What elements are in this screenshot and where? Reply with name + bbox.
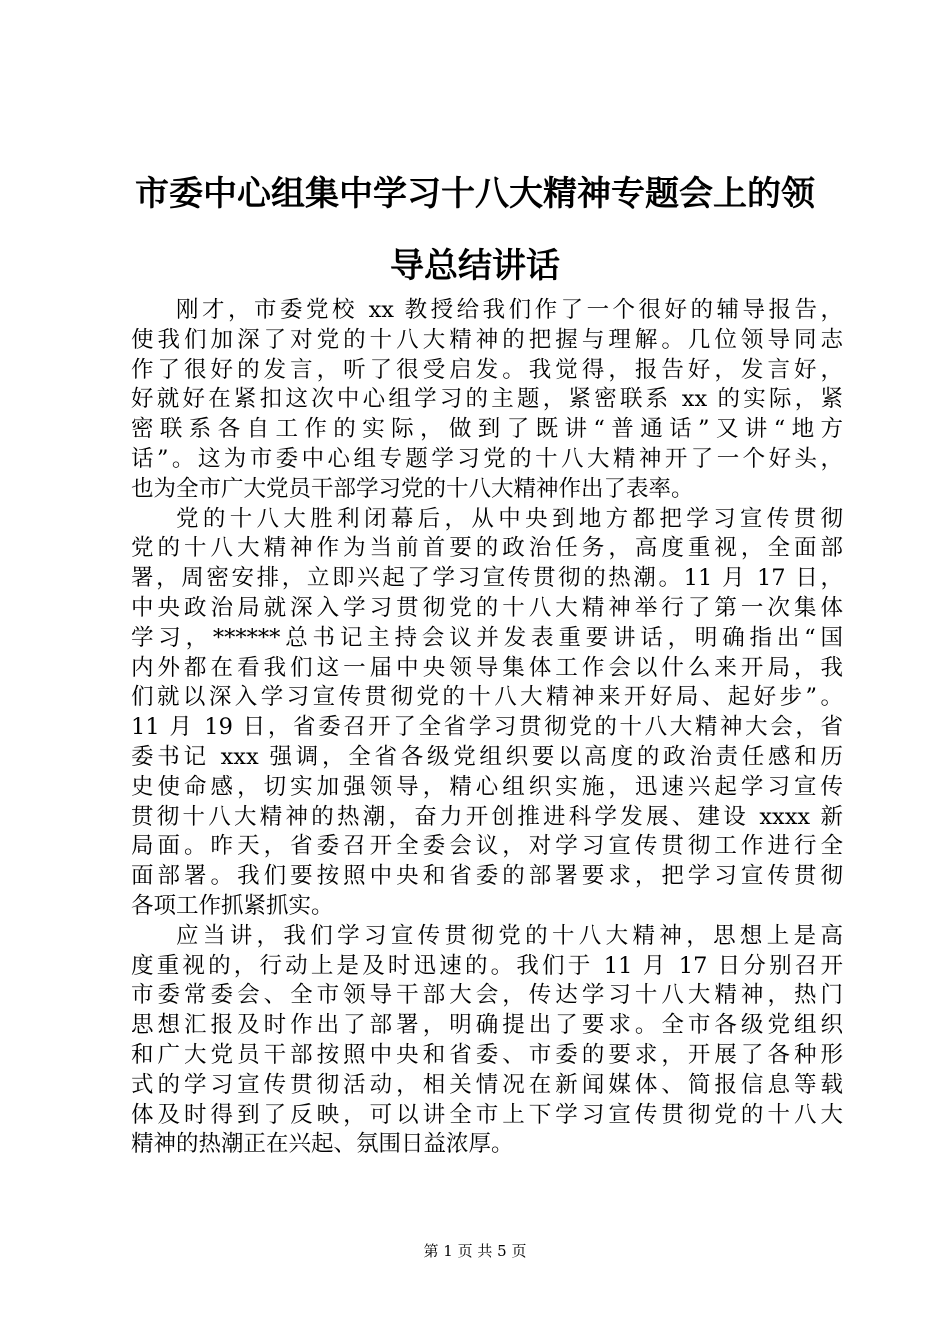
text-line: 市委常委会、全市领导干部大会，传达学习十八大精神，热门 bbox=[131, 982, 843, 1009]
text-line: 体及时得到了反映，可以讲全市上下学习宣传贯彻党的十八大 bbox=[131, 1101, 843, 1128]
paragraph bbox=[131, 505, 843, 922]
paragraph bbox=[131, 296, 843, 505]
text-line: 11 月 19 日，省委召开了全省学习贯彻党的十八大精神大会，省 bbox=[131, 714, 843, 741]
text-line: 面部署。我们要按照中央和省委的部署要求，把学习宣传贯彻 bbox=[131, 863, 843, 890]
text-line: 委书记 xxx 强调，全省各级党组织要以高度的政治责任感和历 bbox=[131, 743, 843, 770]
text-line: 党的十八大胜利闭幕后，从中央到地方都把学习宣传贯彻 bbox=[176, 505, 843, 532]
text-line: 好就好在紧扣这次中心组学习的主题，紧密联系 xx 的实际，紧 bbox=[131, 386, 843, 413]
text-line: 精神的热潮正在兴起、氛围日益浓厚。 bbox=[131, 1131, 514, 1158]
text-line: 署，周密安排，立即兴起了学习宣传贯彻的热潮。11 月 17 日， bbox=[131, 565, 843, 592]
page-footer: 第 1 页 共 5 页 bbox=[423, 1242, 527, 1260]
text-line: 内外都在看我们这一届中央领导集体工作会以什么来开局，我 bbox=[131, 654, 843, 681]
title-line: 导总结讲话 bbox=[390, 246, 560, 286]
text-line: 史使命感，切实加强领导，精心组织实施，迅速兴起学习宣传 bbox=[131, 773, 843, 800]
text-line: 们就以深入学习宣传贯彻党的十八大精神来开好局、起好步”。 bbox=[131, 684, 843, 711]
text-line: 贯彻十八大精神的热潮，奋力开创推进科学发展、建设 xxxx 新 bbox=[131, 803, 843, 830]
paragraph bbox=[131, 922, 843, 1160]
text-line: 思想汇报及时作出了部署，明确提出了要求。全市各级党组织 bbox=[131, 1012, 843, 1039]
text-line: 刚才，市委党校 xx 教授给我们作了一个很好的辅导报告， bbox=[176, 297, 843, 323]
text-line: 使我们加深了对党的十八大精神的把握与理解。几位领导同志 bbox=[131, 326, 843, 353]
text-line: 学习，******总书记主持会议并发表重要讲话，明确指出“国 bbox=[131, 624, 843, 651]
title-line: 市委中心组集中学习十八大精神专题会上的领 bbox=[135, 174, 815, 214]
text-line: 式的学习宣传贯彻活动，相关情况在新闻媒体、简报信息等载 bbox=[131, 1071, 843, 1098]
text-line: 度重视的，行动上是及时迅速的。我们于 11 月 17 日分别召开 bbox=[131, 952, 843, 979]
text-line: 和广大党员干部按照中央和省委、市委的要求，开展了各种形 bbox=[131, 1041, 843, 1068]
text-line: 作了很好的发言，听了很受启发。我觉得，报告好，发言好， bbox=[131, 356, 843, 383]
text-line: 中央政治局就深入学习贯彻党的十八大精神举行了第一次集体 bbox=[131, 594, 843, 621]
text-line: 密联系各自工作的实际，做到了既讲“普通话”又讲“地方 bbox=[131, 416, 843, 443]
document-body bbox=[131, 296, 843, 1160]
text-line: 各项工作抓紧抓实。 bbox=[131, 892, 334, 919]
text-line: 也为全市广大党员干部学习党的十八大精神作出了表率。 bbox=[131, 475, 694, 502]
text-line: 党的十八大精神作为当前首要的政治任务，高度重视，全面部 bbox=[131, 535, 843, 562]
document-title bbox=[120, 158, 830, 302]
text-line: 应当讲，我们学习宣传贯彻党的十八大精神，思想上是高 bbox=[176, 922, 843, 949]
text-line: 话”。这为市委中心组专题学习党的十八大精神开了一个好头， bbox=[131, 445, 843, 472]
text-line: 局面。昨天，省委召开全委会议，对学习宣传贯彻工作进行全 bbox=[131, 833, 843, 860]
